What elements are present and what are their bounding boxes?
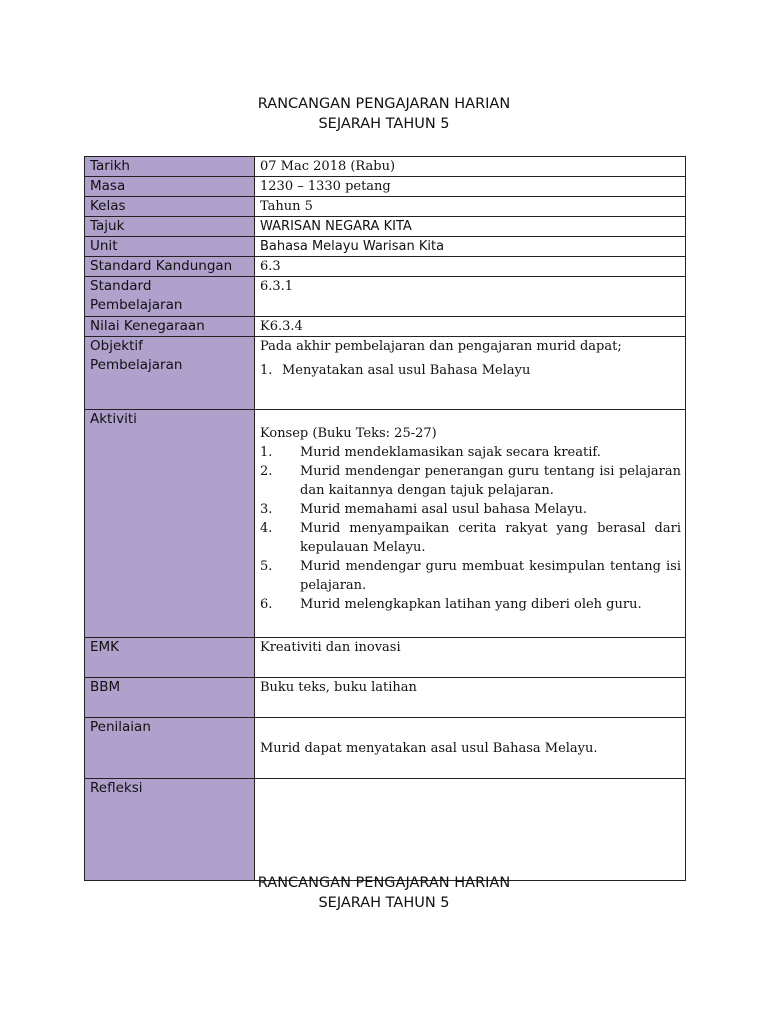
label-unit: Unit xyxy=(85,237,255,257)
value-masa: 1230 – 1330 petang xyxy=(255,177,686,197)
row-aktiviti xyxy=(85,410,686,638)
value-standard-pembelajaran: 6.3.1 xyxy=(255,277,686,317)
objektif-intro: Pada akhir pembelajaran dan pengajaran murid dapat; xyxy=(260,339,622,354)
row-objektif xyxy=(85,337,686,410)
value-aktiviti xyxy=(255,410,686,638)
list-item xyxy=(260,557,681,595)
value-refleksi xyxy=(255,779,686,881)
aktiviti-item-number: 1. xyxy=(260,445,273,460)
row-emk xyxy=(85,638,686,678)
title-line-1: RANCANGAN PENGAJARAN HARIAN xyxy=(257,96,511,112)
label-refleksi: Refleksi xyxy=(85,779,255,881)
list-item xyxy=(260,462,681,500)
row-tajuk xyxy=(85,217,686,237)
lesson-plan-table xyxy=(84,156,686,881)
title-line-2: SEJARAH TAHUN 5 xyxy=(318,116,450,132)
label-emk: EMK xyxy=(85,638,255,678)
row-masa xyxy=(85,177,686,197)
value-standard-kandungan: 6.3 xyxy=(255,257,686,277)
aktiviti-item-text: Murid memahami asal usul bahasa Melayu. xyxy=(300,502,588,517)
objektif-item-text: Menyatakan asal usul Bahasa Melayu xyxy=(282,363,531,378)
row-tarikh xyxy=(85,157,686,177)
row-unit xyxy=(85,237,686,257)
list-item xyxy=(260,361,681,380)
label-tarikh: Tarikh xyxy=(85,157,255,177)
aktiviti-item-number: 3. xyxy=(260,502,273,517)
value-bbm: Buku teks, buku latihan xyxy=(255,678,686,718)
aktiviti-list xyxy=(260,443,681,614)
row-kelas xyxy=(85,197,686,217)
label-bbm: BBM xyxy=(85,678,255,718)
row-standard-kandungan xyxy=(85,257,686,277)
value-unit: Bahasa Melayu Warisan Kita xyxy=(255,237,686,257)
aktiviti-item-text: Murid menyampaikan cerita rakyat yang berasal dari kepulauan Melayu. xyxy=(300,521,681,555)
footer-line-1: RANCANGAN PENGAJARAN HARIAN xyxy=(257,875,511,891)
value-tajuk: WARISAN NEGARA KITA xyxy=(255,217,686,237)
label-objektif xyxy=(85,337,255,410)
list-item xyxy=(260,595,681,614)
list-item xyxy=(260,519,681,557)
aktiviti-konsep: Konsep (Buku Teks: 25-27) xyxy=(260,426,437,441)
footer-line-2: SEJARAH TAHUN 5 xyxy=(318,895,450,911)
label-objektif-line1: Objektif xyxy=(90,338,143,354)
label-nilai-kenegaraan: Nilai Kenegaraan xyxy=(85,317,255,337)
aktiviti-item-number: 2. xyxy=(260,464,273,479)
value-tarikh: 07 Mac 2018 (Rabu) xyxy=(255,157,686,177)
row-nilai-kenegaraan xyxy=(85,317,686,337)
row-standard-pembelajaran xyxy=(85,277,686,317)
aktiviti-item-text: Murid mendengar penerangan guru tentang isi pelajaran dan kaitannya dengan tajuk pelajaran. xyxy=(300,464,681,498)
value-emk: Kreativiti dan inovasi xyxy=(255,638,686,678)
row-refleksi xyxy=(85,779,686,881)
objektif-item-number: 1. xyxy=(260,363,273,378)
aktiviti-item-number: 6. xyxy=(260,597,273,612)
value-penilaian xyxy=(255,718,686,779)
aktiviti-item-number: 5. xyxy=(260,559,273,574)
label-standard-kandungan: Standard Kandungan xyxy=(85,257,255,277)
label-tajuk: Tajuk xyxy=(85,217,255,237)
label-masa: Masa xyxy=(85,177,255,197)
label-kelas: Kelas xyxy=(85,197,255,217)
value-objektif xyxy=(255,337,686,410)
label-penilaian: Penilaian xyxy=(85,718,255,779)
aktiviti-item-number: 4. xyxy=(260,521,273,536)
label-aktiviti: Aktiviti xyxy=(85,410,255,638)
label-standard-pembelajaran-line1: Standard xyxy=(90,278,152,294)
document-footer-title xyxy=(0,873,768,913)
list-item xyxy=(260,443,681,462)
objektif-list xyxy=(260,361,681,380)
aktiviti-item-text: Murid mendengar guru membuat kesimpulan tentang isi pelajaran. xyxy=(300,559,681,593)
aktiviti-item-text: Murid melengkapkan latihan yang diberi oleh guru. xyxy=(300,597,642,612)
list-item xyxy=(260,500,681,519)
aktiviti-item-text: Murid mendeklamasikan sajak secara kreatif. xyxy=(300,445,601,460)
value-nilai-kenegaraan: K6.3.4 xyxy=(255,317,686,337)
value-kelas: Tahun 5 xyxy=(255,197,686,217)
penilaian-text: Murid dapat menyatakan asal usul Bahasa Melayu. xyxy=(260,741,598,756)
label-standard-pembelajaran xyxy=(85,277,255,317)
row-bbm xyxy=(85,678,686,718)
label-standard-pembelajaran-line2: Pembelajaran xyxy=(90,297,183,313)
row-penilaian xyxy=(85,718,686,779)
label-objektif-line2: Pembelajaran xyxy=(90,357,183,373)
document-title xyxy=(0,94,768,134)
